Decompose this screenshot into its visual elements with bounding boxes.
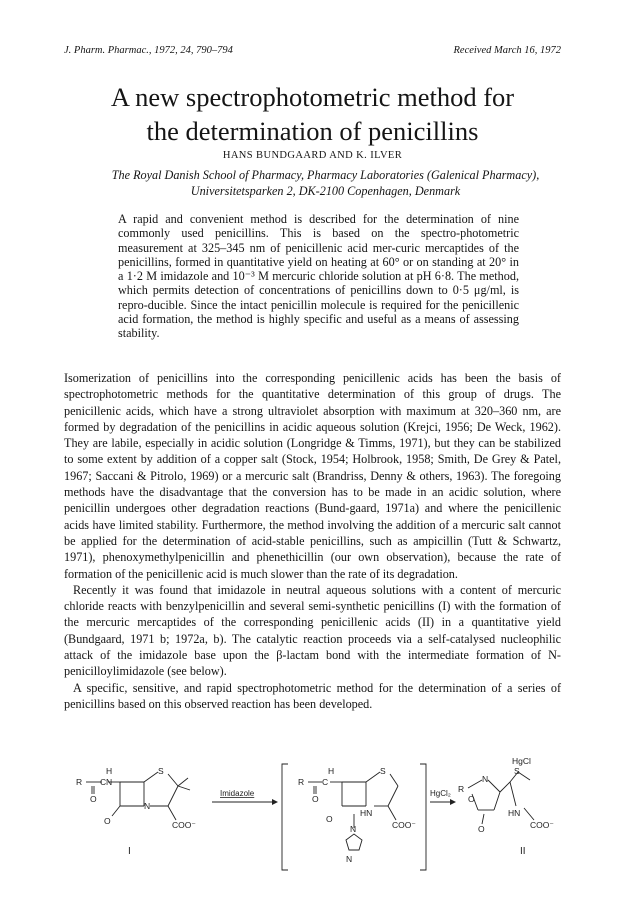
affiliation: [90, 168, 561, 199]
atom-n-3: N: [350, 824, 357, 834]
reagent-hgcl2: HgCl₂: [430, 789, 451, 798]
atom-n-1: N: [106, 777, 113, 787]
atom-s-2: S: [380, 766, 386, 776]
atom-c-1: C: [100, 777, 107, 787]
reaction-scheme-svg: [64, 758, 561, 878]
paragraph-3: A specific, sensitive, and rapid spectrophotometric method for the determination of a series of penicillins based on this observed reaction has been developed.: [64, 680, 561, 711]
affiliation-line-1: The Royal Danish School of Pharmacy, Pharmacy Laboratories (Galenical Pharmacy),: [111, 168, 540, 182]
paper-title: [60, 80, 565, 148]
atom-s-1: S: [158, 766, 164, 776]
abstract: A rapid and convenient method is described for the determination of nine commonly used penicillins. This is based on the spectro-photometric measurement at 325–345 nm of penicillenic acid mer-curic mercaptides of the penicillins, formed in quantitative yield on heating at 60° or on standing at 20° in a 1·2 M imidazole and 10⁻³ M mercuric chloride solution at pH 6·8. The method, which permits detection of concentrations of penicillins down to 0·5 μg/ml, is repro-ducible. Since the intact penicillin molecule is required for the penicillenic acid formation, the method is highly specific and useful as a means of assessing stability.: [118, 212, 519, 341]
atom-o-1: O: [90, 794, 97, 804]
authors: HANS BUNDGAARD AND K. ILVER: [222, 150, 403, 161]
title-line-2: the determination of penicillins: [146, 116, 479, 146]
body-text: [64, 370, 561, 712]
atom-s-3: S: [514, 766, 520, 776]
atom-n-2: N: [144, 801, 151, 811]
atom-o-4: O: [326, 814, 333, 824]
reagent-imidazole: Imidazole: [220, 789, 255, 798]
atom-coo-1: COO⁻: [172, 820, 196, 830]
atom-o-5: O: [468, 794, 475, 804]
received-date: Received March 16, 1972: [453, 45, 561, 56]
atom-h-1: H: [106, 766, 113, 776]
paragraph-2: Recently it was found that imidazole in neutral aqueous solutions with a content of mercuric chloride reacts with benzylpenicillin and several semi-synthetic penicillins (I) with the formation of the mercuric mercaptides of the corresponding penicillenic acids (II) in a quantitative yield (Bundgaard, 1971 b; 1972a, b). The catalytic reaction proceeds via a self-catalysed nucleophilic attack of the imidazole base upon the β-lactam bond with the intermediate formation of N-penicilloylimidazole (see below).: [64, 582, 561, 679]
atom-hn-2: HN: [508, 808, 521, 818]
atom-n-4: N: [346, 854, 353, 864]
atom-o-6: O: [478, 824, 485, 834]
atom-r-3: R: [458, 784, 465, 794]
affiliation-line-2: Universitetsparken 2, DK-2100 Copenhagen, Denmark: [190, 183, 461, 198]
atom-r-1: R: [76, 777, 83, 787]
atom-hgcl: HgCl: [512, 758, 531, 766]
atom-n-5: N: [482, 774, 489, 784]
compound-label-i: I: [128, 846, 131, 857]
paragraph-1: Isomerization of penicillins into the corresponding penicillenic acids has been the basis of spectrophotometric methods for the quantitative determination of this group of drugs. The penicillenic acids, which have a strong ultraviolet absorption with maximum at 320–360 nm, are formed by degradation of the penicillins in acidic aqueous solution (Krejci, 1956; De Weck, 1962). They are labile, especially in acidic solution (Longridge & Timms, 1971), but they can be stabilized to some extent by addition of a copper salt (Stock, 1954; Holbrook, 1958; Smith, De Grey & Patel, 1967; Saccani & Pitrolo, 1969) or a mercuric salt (Brandriss, Denny & others, 1963). The foregoing methods have the disadvantage that the conversion has to be made in an acidic solution, where penicillin undergoes other degradation reactions (Bund-gaard, 1971a) and where the penicillenic acids have limited stability. Furthermore, the method involving the addition of a mercuric salt cannot be applied for the determination of acid-stable penicillins, such as ampicillin (Tutt & Schwartz, 1971), phenoxymethylpenicillin and phenethicillin (our own observation), because the rate of formation of the penicillenic acid is much slower than the rate of its degradation.: [64, 371, 561, 581]
journal-citation: J. Pharm. Pharmac., 1972, 24, 790–794: [64, 45, 233, 56]
atom-coo-3: COO⁻: [530, 820, 554, 830]
atom-c-2: C: [322, 777, 329, 787]
title-line-1: A new spectrophotometric method for: [110, 82, 515, 112]
atom-o-2: O: [104, 816, 111, 826]
compound-label-ii: II: [520, 846, 526, 857]
atom-o-3: O: [312, 794, 319, 804]
atom-h-2: H: [328, 766, 335, 776]
reaction-scheme: [64, 758, 561, 878]
atom-r-2: R: [298, 777, 305, 787]
atom-coo-2: COO⁻: [392, 820, 416, 830]
running-header: [64, 45, 561, 56]
atom-hn-1: HN: [360, 808, 373, 818]
